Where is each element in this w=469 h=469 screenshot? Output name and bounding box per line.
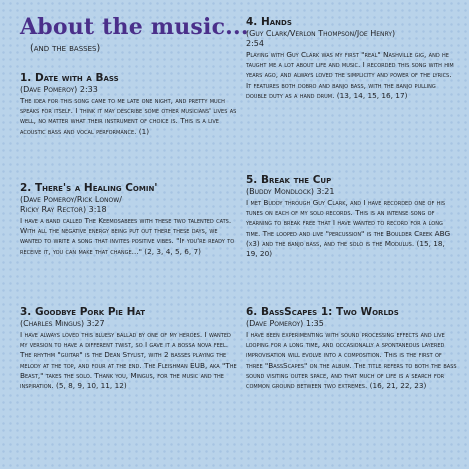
track-description: The idea for this song came to me late one night, and pretty much speaks for itself. I think it may describe some other musicians' lives as well, no matter what their instrument of choice is. This is a live acoustic bass and vocal performance. (1) xyxy=(20,96,237,136)
track-3-section xyxy=(20,306,238,391)
track-description: I have a band called The Keemosabees with these two talented cats. With all the negative energy being put out there these days, we wanted to write a song that invites positive vibes. "If you're ready to receive it, you can make that change..." (2, 3, 4, 5, 6, 7) xyxy=(20,216,235,256)
track-credit: 2:54 xyxy=(246,39,264,48)
track-description: Playing with Guy Clark was my first "real" Nashville gig, and he taught me a lot about life and music. I recorded this song with him years ago, and always loved the simplicity and power of the lyrics. It features both dobro and banjo bass, with the banjo pulling double duty as a hand drum. (13, 14, 15, 16, 17) xyxy=(246,50,454,100)
track-description: I have always loved this bluesy ballad by one of my heroes. I wanted my version to have a different twist, so I gave it a bossa nova feel. The rhythm "guitar" is the Dean Stylist, with 2 basses playing the melody at the top, and four at the end. The Fleishman EUB, aka "The Beast," takes the solo. Thank you, Mingus, for the music and the inspiration. (5, 8, 9, 10, 11, 12) xyxy=(20,330,237,391)
track-title: 1. Date with a Bass xyxy=(20,72,119,84)
track-credit: (Dave Pomeroy) 2:33 xyxy=(20,85,98,94)
track-title: 2. There's a Healing Comin' xyxy=(20,182,158,194)
track-credit: Ricky Ray Rector) 3:18 xyxy=(20,205,107,214)
track-title: 5. Break the Cup xyxy=(246,174,332,186)
track-1-section xyxy=(20,72,238,137)
track-title: 4. Hands xyxy=(246,16,292,28)
track-title: 6. BassScapes 1: Two Worlds xyxy=(246,306,399,318)
track-2-section xyxy=(20,182,238,257)
page-subtitle: (and the basses) xyxy=(30,43,101,54)
track-credit: (Buddy Mondlock) 3:21 xyxy=(246,187,335,196)
track-credit: (Charles Mingus) 3:27 xyxy=(20,319,105,328)
track-description: I met Buddy through Guy Clark, and I have recorded one of his tunes on each of my solo records. This is an intense song of yearning to break free that I have wanted to record for a long time. The looped and live "percussion" is the Boulder Creek ABG (x3) and the banjo bass, and the solo is the Modulus. (15, 18, 19, 20) xyxy=(246,198,451,259)
track-credit: (Dave Pomeroy/Rick Lonow/ xyxy=(20,195,122,204)
track-credit: (Dave Pomeroy) 1:35 xyxy=(246,319,324,328)
track-credit: (Guy Clark/Verlon Thompson/Joe Henry) xyxy=(246,29,396,38)
track-4-section xyxy=(246,16,458,101)
track-6-section xyxy=(246,306,458,391)
track-5-section xyxy=(246,174,458,259)
track-title: 3. Goodbye Pork Pie Hat xyxy=(20,306,146,318)
track-description: I have been experimenting with sound processing effects and live looping for a long time, and occasionally a spontaneous layered improvisation will evolve into a composition. This is the first of three "BassScapes" on the album. The title refers to both the bass sound visiting outer space, and that much of life is a search for common ground between two extremes. (16, 21, 22, 23) xyxy=(246,330,457,391)
page-title: About the music... xyxy=(20,14,249,40)
